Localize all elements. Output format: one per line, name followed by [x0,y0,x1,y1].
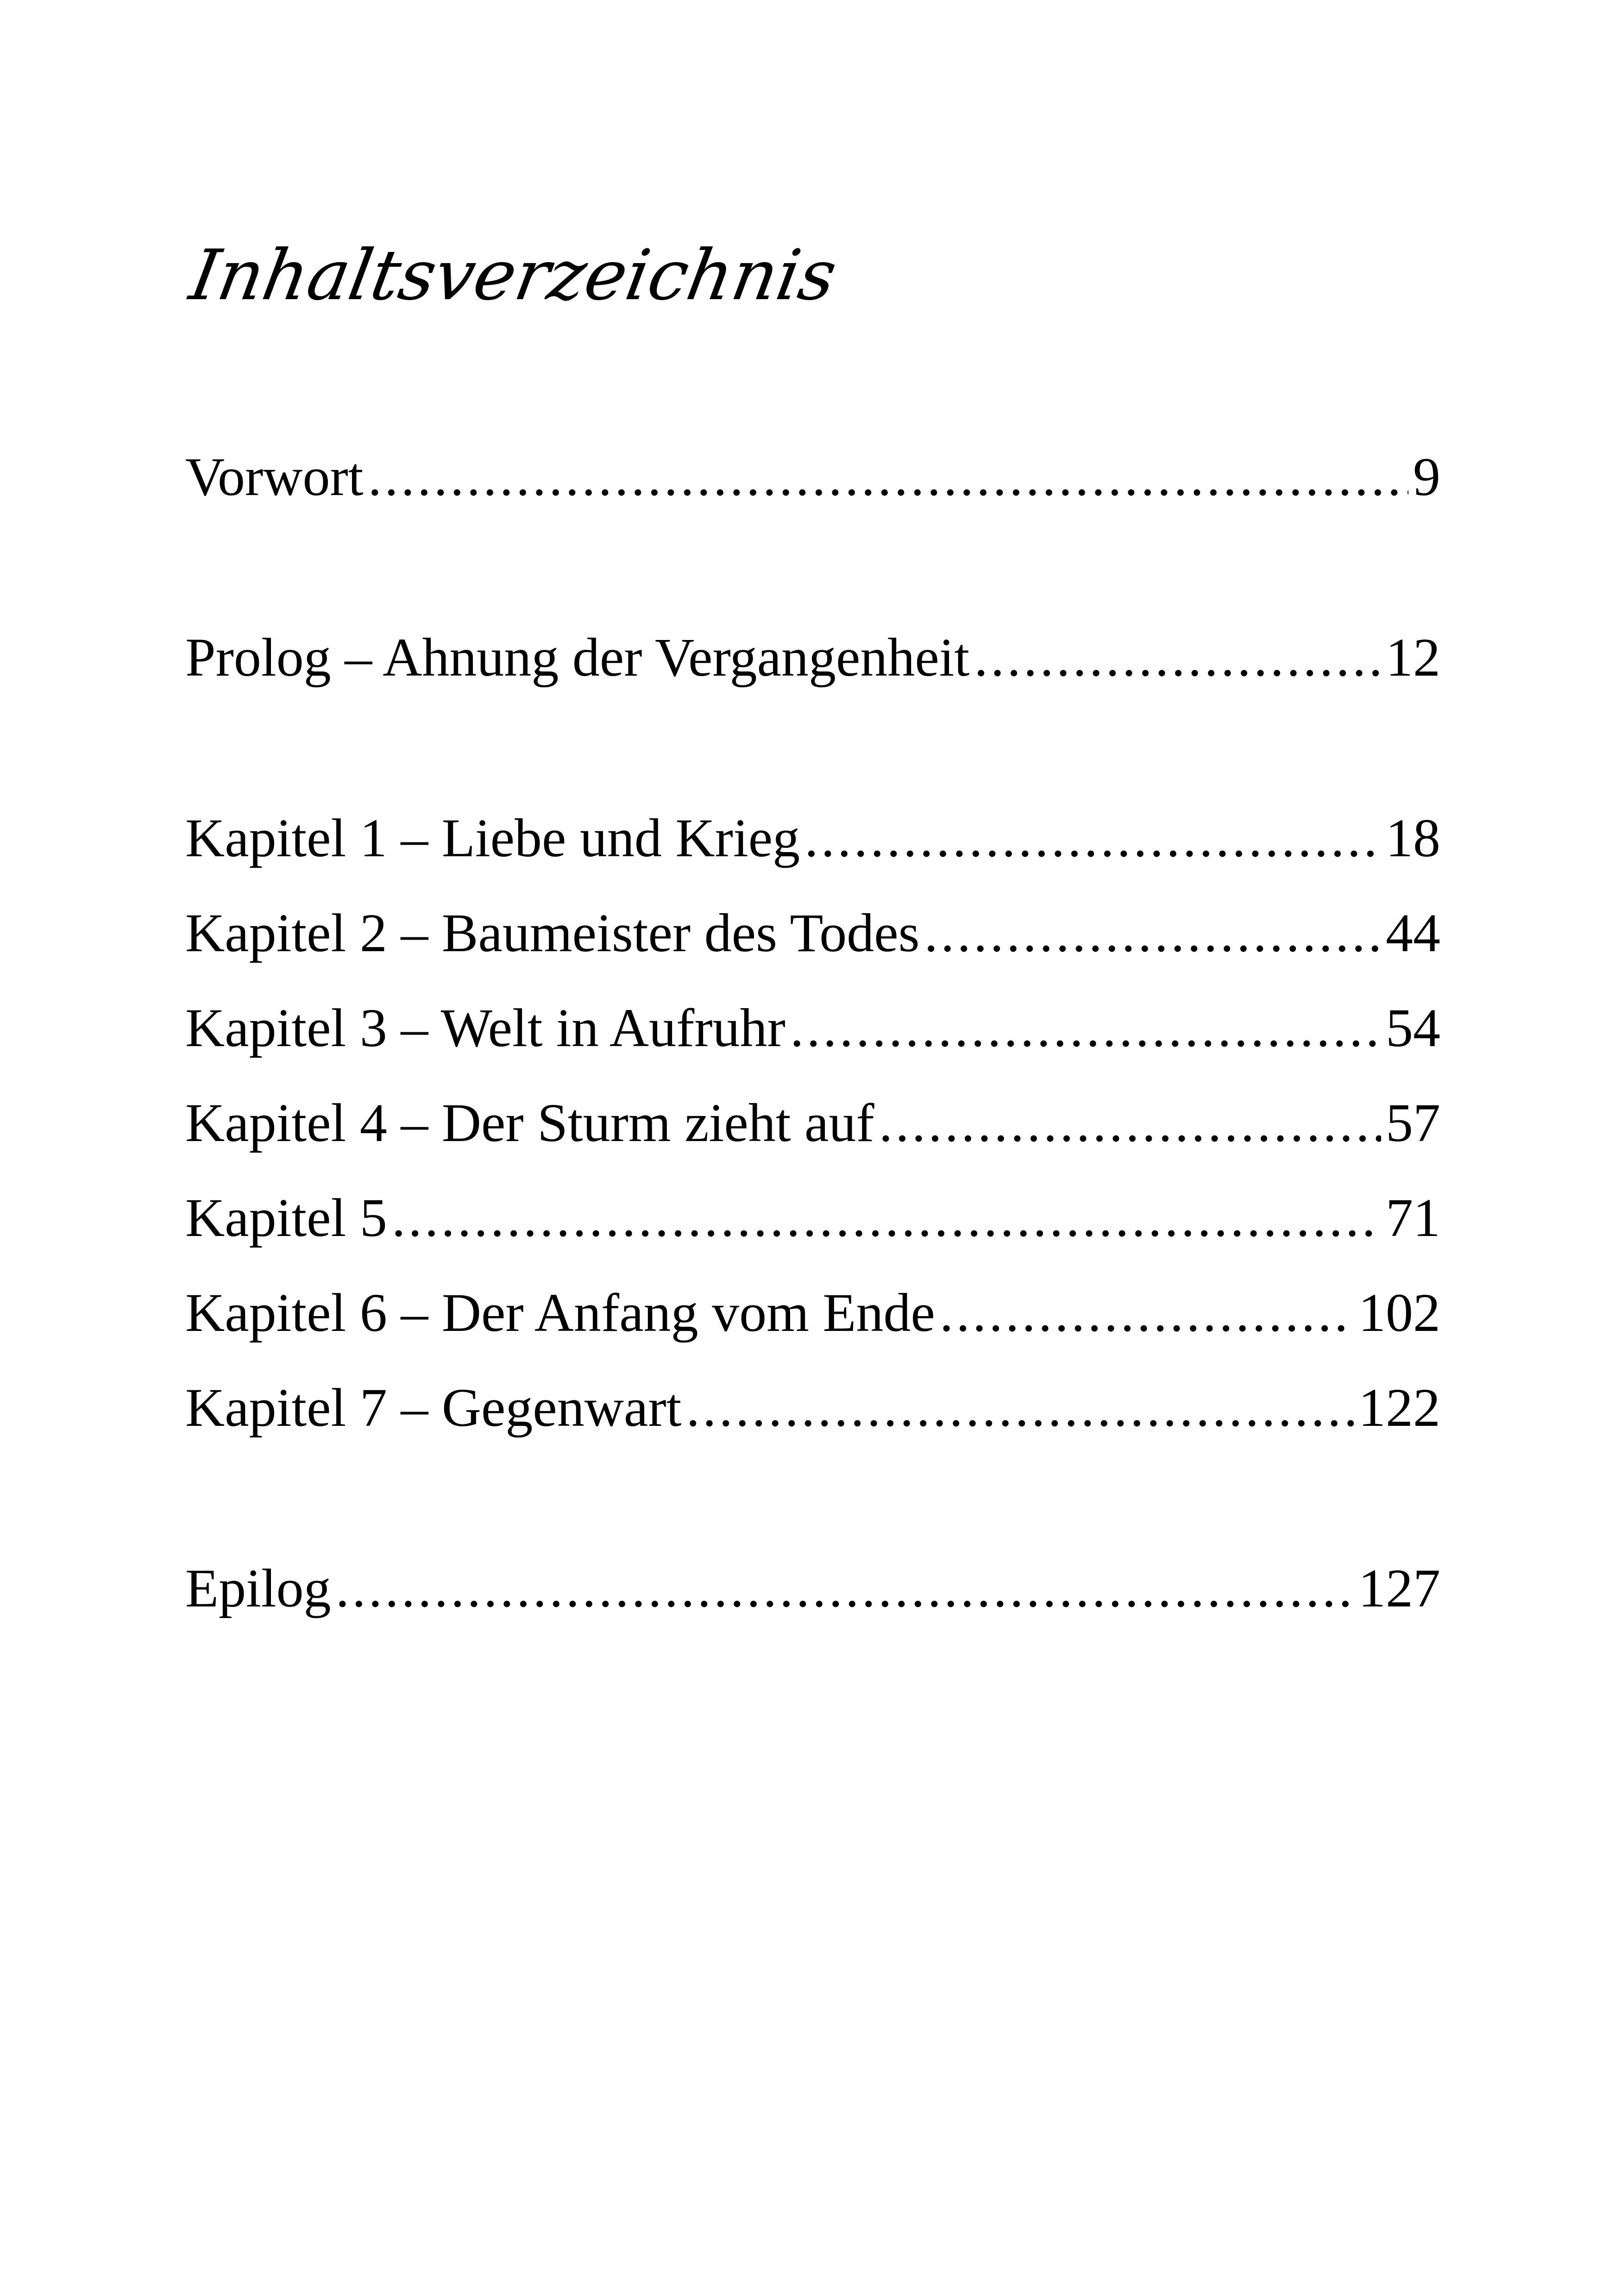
toc-entry-title: Kapitel 7 – Gegenwart [185,1377,682,1438]
toc-entry-title: Vorwort [185,446,364,507]
toc-dot-leader [686,1366,1354,1449]
toc-entry-kapitel-2 [185,891,1440,975]
toc-entry-page: 44 [1386,903,1440,963]
toc-entry-page: 12 [1386,627,1440,688]
toc-dot-leader [368,435,1408,519]
toc-entry-page: 9 [1413,446,1440,507]
toc-entry-vorwort [185,435,1440,519]
toc-dot-leader [336,1547,1354,1630]
toc-entry-prolog [185,616,1440,699]
toc-entry-page: 54 [1386,997,1440,1058]
toc-entry-kapitel-7 [185,1366,1440,1449]
toc-entry-page: 71 [1386,1187,1440,1248]
toc-entry-kapitel-4 [185,1081,1440,1165]
toc-entry-epilog [185,1547,1440,1630]
toc-entry-title: Kapitel 5 [185,1187,387,1248]
toc-entry-title: Kapitel 2 – Baumeister des Todes [185,903,920,963]
toc-entry-title: Kapitel 4 – Der Sturm zieht auf [185,1092,874,1153]
toc-entry-page: 57 [1386,1092,1440,1153]
toc-entry-title: Kapitel 1 – Liebe und Krieg [185,808,800,868]
toc-entry-title: Prolog – Ahnung der Vergangenheit [185,627,970,688]
toc-entry-kapitel-6 [185,1271,1440,1355]
toc-entry-page: 18 [1386,808,1440,868]
toc-entry-title: Kapitel 3 – Welt in Aufruhr [185,997,785,1058]
toc-entry-page: 122 [1358,1377,1440,1438]
toc-dot-leader [940,1271,1354,1355]
toc-entry-title: Kapitel 6 – Der Anfang vom Ende [185,1282,935,1343]
toc-entry-title: Epilog [185,1558,331,1618]
toc-dot-leader [392,1176,1381,1260]
toc-dot-leader [924,891,1381,975]
toc-entry-kapitel-1 [185,797,1440,880]
toc-dot-leader [974,616,1381,699]
toc-entry-kapitel-3 [185,986,1440,1070]
toc-dot-leader [804,797,1381,880]
toc-dot-leader [790,986,1381,1070]
toc-entry-kapitel-5 [185,1176,1440,1260]
toc-dot-leader [879,1081,1381,1165]
toc-entry-page: 127 [1358,1558,1440,1618]
toc-heading: Inhaltsverzeichnis [184,235,842,316]
toc-entry-page: 102 [1358,1282,1440,1343]
